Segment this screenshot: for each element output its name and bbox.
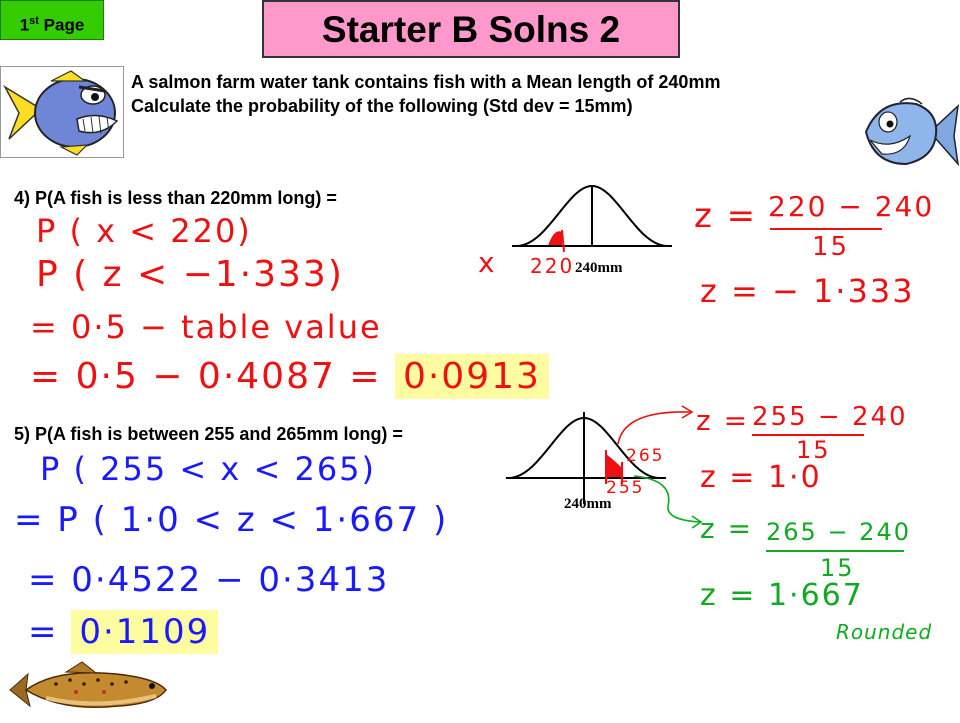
problem-line-1: A salmon farm water tank contains fish with a Mean length of 240mm xyxy=(131,72,721,92)
q4-step-1: P ( x < 220) xyxy=(36,212,252,250)
question-4: 4) P(A fish is less than 220mm long) = xyxy=(14,188,337,208)
q4-z-denominator: 15 xyxy=(812,232,850,262)
q5-z1-numerator: 255 − 240 xyxy=(752,402,908,432)
q5-z1-lhs: z = xyxy=(696,404,750,437)
page-badge-number: 1 xyxy=(19,15,30,35)
q5-z1-denominator: 15 xyxy=(796,436,831,464)
page-badge-suffix: st xyxy=(29,15,39,27)
q5-z2-numerator: 265 − 240 xyxy=(766,518,911,546)
q5-step-3: = 0·4522 − 0·3413 xyxy=(28,560,390,600)
q4-step-4 xyxy=(30,356,549,397)
q5-z2-fraction-bar xyxy=(766,550,904,552)
q4-step-2: P ( z < −1·333) xyxy=(36,254,344,295)
q4-shaded-tail xyxy=(548,231,562,246)
q5-255-label: 255 xyxy=(606,478,645,498)
q4-z-result: z = − 1·333 xyxy=(700,272,915,310)
q4-mean-label: 240mm xyxy=(575,260,623,276)
trout-icon xyxy=(6,660,170,718)
problem-statement xyxy=(131,70,720,118)
page-badge-text: Page xyxy=(38,15,85,35)
cartoon-fish-icon xyxy=(860,92,960,176)
q5-step-2: = P ( 1·0 < z < 1·667 ) xyxy=(14,500,449,540)
problem-line-2: Calculate the probability of the following (Std dev = 15mm) xyxy=(131,96,633,116)
slide-title: Starter B Solns 2 xyxy=(262,0,680,58)
q4-220-label: 220 xyxy=(530,254,575,278)
q4-z-lhs: z = xyxy=(694,196,758,236)
q5-z2-result: z = 1·667 xyxy=(700,578,864,613)
q5-265-label: 265 xyxy=(626,446,665,466)
q5-step-4 xyxy=(28,612,218,652)
q4-answer: 0·0913 xyxy=(395,354,549,399)
q4-fraction-bar xyxy=(770,228,882,230)
q5-z2-denominator: 15 xyxy=(820,554,855,582)
q5-step-4-equals: = xyxy=(28,612,59,652)
question-5: 5) P(A fish is between 255 and 265mm long) = xyxy=(14,424,403,444)
q5-mean-label: 240mm xyxy=(564,496,612,512)
q4-x-label: x xyxy=(478,246,497,279)
angry-fish-icon xyxy=(0,66,124,158)
q5-z2-lhs: z = xyxy=(700,512,754,545)
q4-step-4-working: = 0·5 − 0·4087 = xyxy=(30,356,382,397)
q4-z-numerator: 220 − 240 xyxy=(768,190,935,223)
q5-answer: 0·1109 xyxy=(71,610,218,654)
q5-step-1: P ( 255 < x < 265) xyxy=(40,450,377,488)
q5-z1-result: z = 1·0 xyxy=(700,460,822,495)
page-badge[interactable] xyxy=(0,0,104,40)
q4-step-3: = 0·5 − table value xyxy=(30,308,382,346)
rounded-note: Rounded xyxy=(836,620,933,644)
